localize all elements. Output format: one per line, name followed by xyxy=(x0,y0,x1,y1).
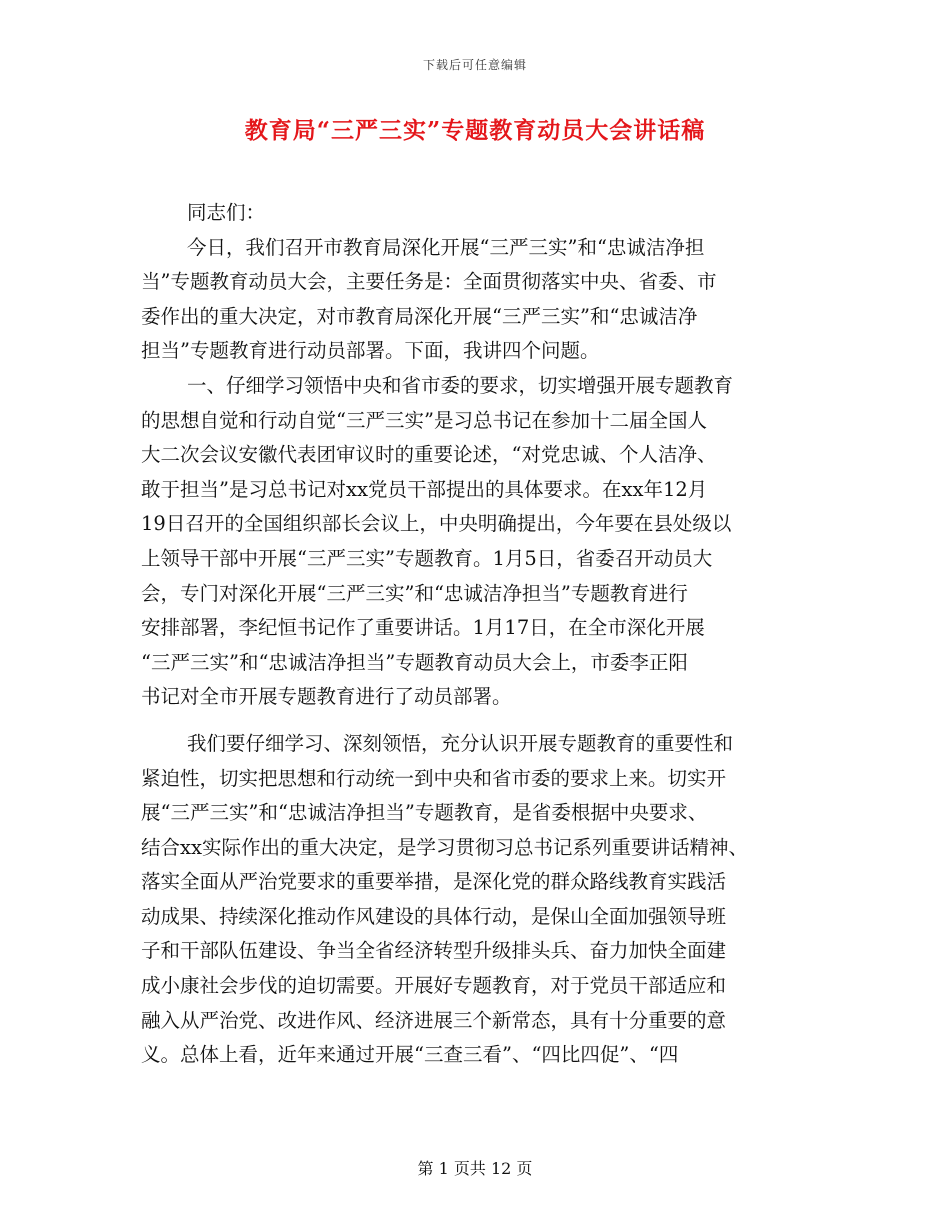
paragraph-line: 动成果、持续深化推动作风建设的具体行动，是保山全面加强领导班 xyxy=(141,904,727,928)
paragraph-line: 书记对全市开展专题教育进行了动员部署。 xyxy=(141,685,512,709)
page-number: 第 1 页共 12 页 xyxy=(417,1159,533,1178)
salutation: 同志们： xyxy=(187,201,266,224)
paragraph-line: 成小康社会步伐的迫切需要。开展好专题教育，对于党员干部适应和 xyxy=(141,974,727,998)
paragraph-line: 子和干部队伍建设、争当全省经济转型升级排头兵、奋力加快全面建 xyxy=(141,939,727,963)
paragraph-line: 义。总体上看，近年来通过开展“三查三看”、“四比四促”、“四 xyxy=(141,1043,679,1067)
paragraph-line: 会，专门对深化开展“三严三实”和“忠诚洁净担当”专题教育进行 xyxy=(141,581,688,605)
document-title: 教育局“三严三实”专题教育动员大会讲话稿 xyxy=(244,117,706,144)
section-heading-line: 一、仔细学习领悟中央和省市委的要求，切实增强开展专题教育 xyxy=(187,373,734,397)
paragraph-line: 落实全面从严治党要求的重要举措，是深化党的群众路线教育实践活 xyxy=(141,870,727,894)
paragraph-line: 委作出的重大决定，对市教育局深化开展“三严三实”和“忠诚洁净 xyxy=(141,304,698,328)
paragraph-line: 紧迫性，切实把思想和行动统一到中央和省市委的要求上来。切实开 xyxy=(141,766,727,790)
paragraph-line: 当”专题教育动员大会，主要任务是：全面贯彻落实中央、省委、市 xyxy=(141,270,717,294)
paragraph-line: 担当”专题教育进行动员部署。下面，我讲四个问题。 xyxy=(141,339,600,363)
paragraph-line: 今日，我们召开市教育局深化开展“三严三实”和“忠诚洁净担 xyxy=(187,235,705,259)
paragraph-line: 上领导干部中开展“三严三实”专题教育。1月5日，省委召开动员大 xyxy=(141,546,713,570)
paragraph-line: “三严三实”和“忠诚洁净担当”专题教育动员大会上，市委李正阳 xyxy=(141,650,688,674)
paragraph-line: 融入从严治党、改进作风、经济进展三个新常态，具有十分重要的意 xyxy=(141,1008,727,1032)
paragraph-line: 我们要仔细学习、深刻领悟，充分认识开展专题教育的重要性和 xyxy=(187,731,734,755)
paragraph-line: 安排部署，李纪恒书记作了重要讲话。1月17日，在全市深化开展 xyxy=(141,616,705,640)
paragraph-gap xyxy=(141,715,811,727)
paragraph-line: 展“三严三实”和“忠诚洁净担当”专题教育，是省委根据中央要求、 xyxy=(141,801,708,825)
paragraph-line: 结合xx实际作出的重大决定，是学习贯彻习总书记系列重要讲话精神、 xyxy=(141,835,748,859)
paragraph-line: 大二次会议安徽代表团审议时的重要论述，“对党忠诚、个人洁净、 xyxy=(141,443,717,467)
document-body xyxy=(141,196,811,1073)
paragraph-line: 敢于担当”是习总书记对xx党员干部提出的具体要求。在xx年12月 xyxy=(141,477,708,501)
paragraph-line: 19日召开的全国组织部长会议上，中央明确提出，今年要在县处级以 xyxy=(141,512,732,536)
header-note: 下载后可任意编辑 xyxy=(422,58,527,72)
paragraph-line: 的思想自觉和行动自觉“三严三实”是习总书记在参加十二届全国人 xyxy=(141,408,707,432)
